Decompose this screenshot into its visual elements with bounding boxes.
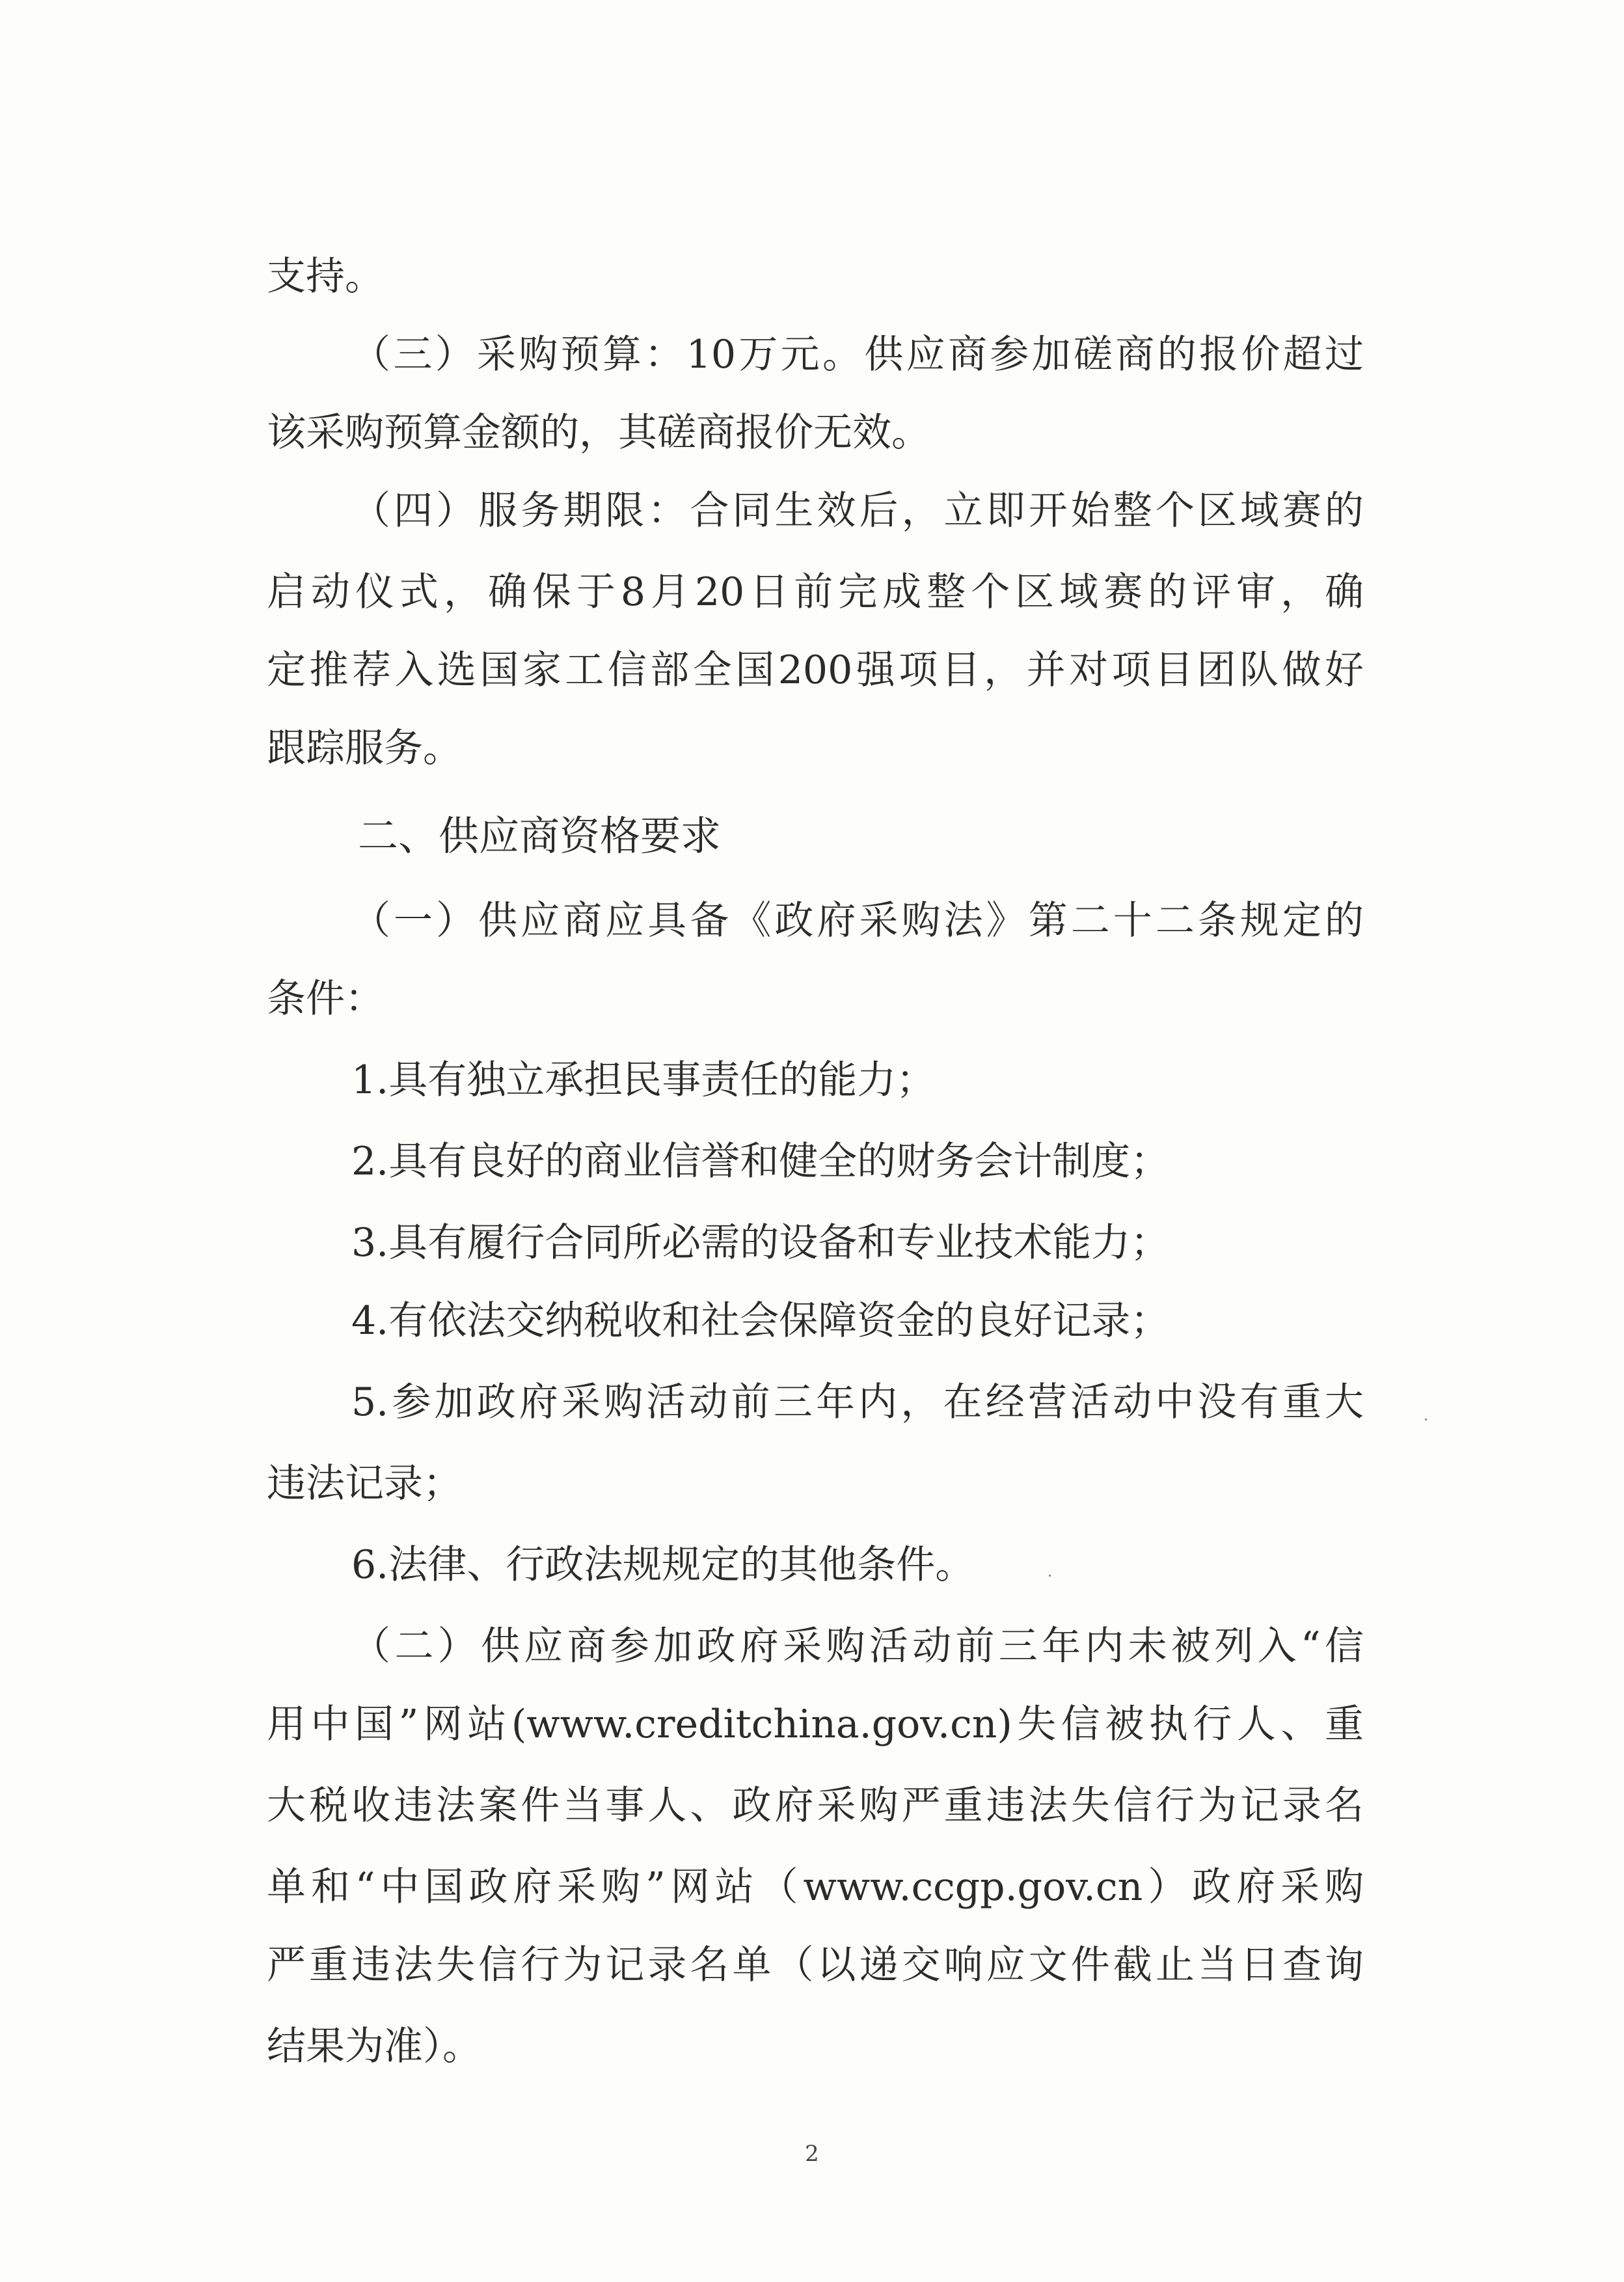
text-line: 结果为准）。 [267, 2024, 481, 2069]
text-line: 单和“中国政府采购”网站（www.ccgp.gov.cn）政府采购 [267, 1864, 1364, 1910]
list-item: 1.具有独立承担民事责任的能力； [351, 1057, 936, 1103]
list-item: 2.具有良好的商业信誉和健全的财务会计制度； [351, 1139, 1170, 1184]
text-line: （一）供应商应具备《政府采购法》第二十二条规定的 [351, 898, 1364, 944]
text-line: 严重违法失信行为记录名单（以递交响应文件截止当日查询 [267, 1942, 1364, 1988]
list-item: 3.具有履行合同所必需的设备和专业技术能力； [351, 1220, 1170, 1266]
text-line: 支持。 [267, 254, 384, 299]
text-line: 用中国”网站(www.creditchina.gov.cn)失信被执行人、重 [267, 1702, 1364, 1747]
page-number: 2 [805, 2141, 819, 2167]
text-line: 条件： [267, 976, 384, 1022]
text-line: 启动仪式，确保于8月20日前完成整个区域赛的评审，确 [267, 569, 1364, 615]
text-line: 大税收违法案件当事人、政府采购严重违法失信行为记录名 [267, 1783, 1364, 1828]
text-line: 该采购预算金额的，其磋商报价无效。 [267, 410, 930, 455]
text-line: （四）服务期限：合同生效后，立即开始整个区域赛的 [351, 488, 1364, 534]
text-line: 定推荐入选国家工信部全国200强项目，并对项目团队做好 [267, 647, 1364, 693]
text-line: 跟踪服务。 [267, 726, 462, 771]
section-heading: 二、供应商资格要求 [358, 812, 722, 860]
list-item: 4.有依法交纳税收和社会保障资金的良好记录； [351, 1298, 1170, 1344]
list-item: 5.参加政府采购活动前三年内，在经营活动中没有重大 [351, 1379, 1364, 1425]
text-line: （三）采购预算：10万元。供应商参加磋商的报价超过 [351, 332, 1364, 377]
text-line: 违法记录； [267, 1461, 462, 1506]
scan-speck [1425, 1419, 1427, 1420]
list-item: 6.法律、行政法规规定的其他条件。 [351, 1542, 975, 1588]
scan-speck [1049, 1575, 1051, 1577]
text-line: （二）供应商参加政府采购活动前三年内未被列入“信 [351, 1623, 1364, 1669]
